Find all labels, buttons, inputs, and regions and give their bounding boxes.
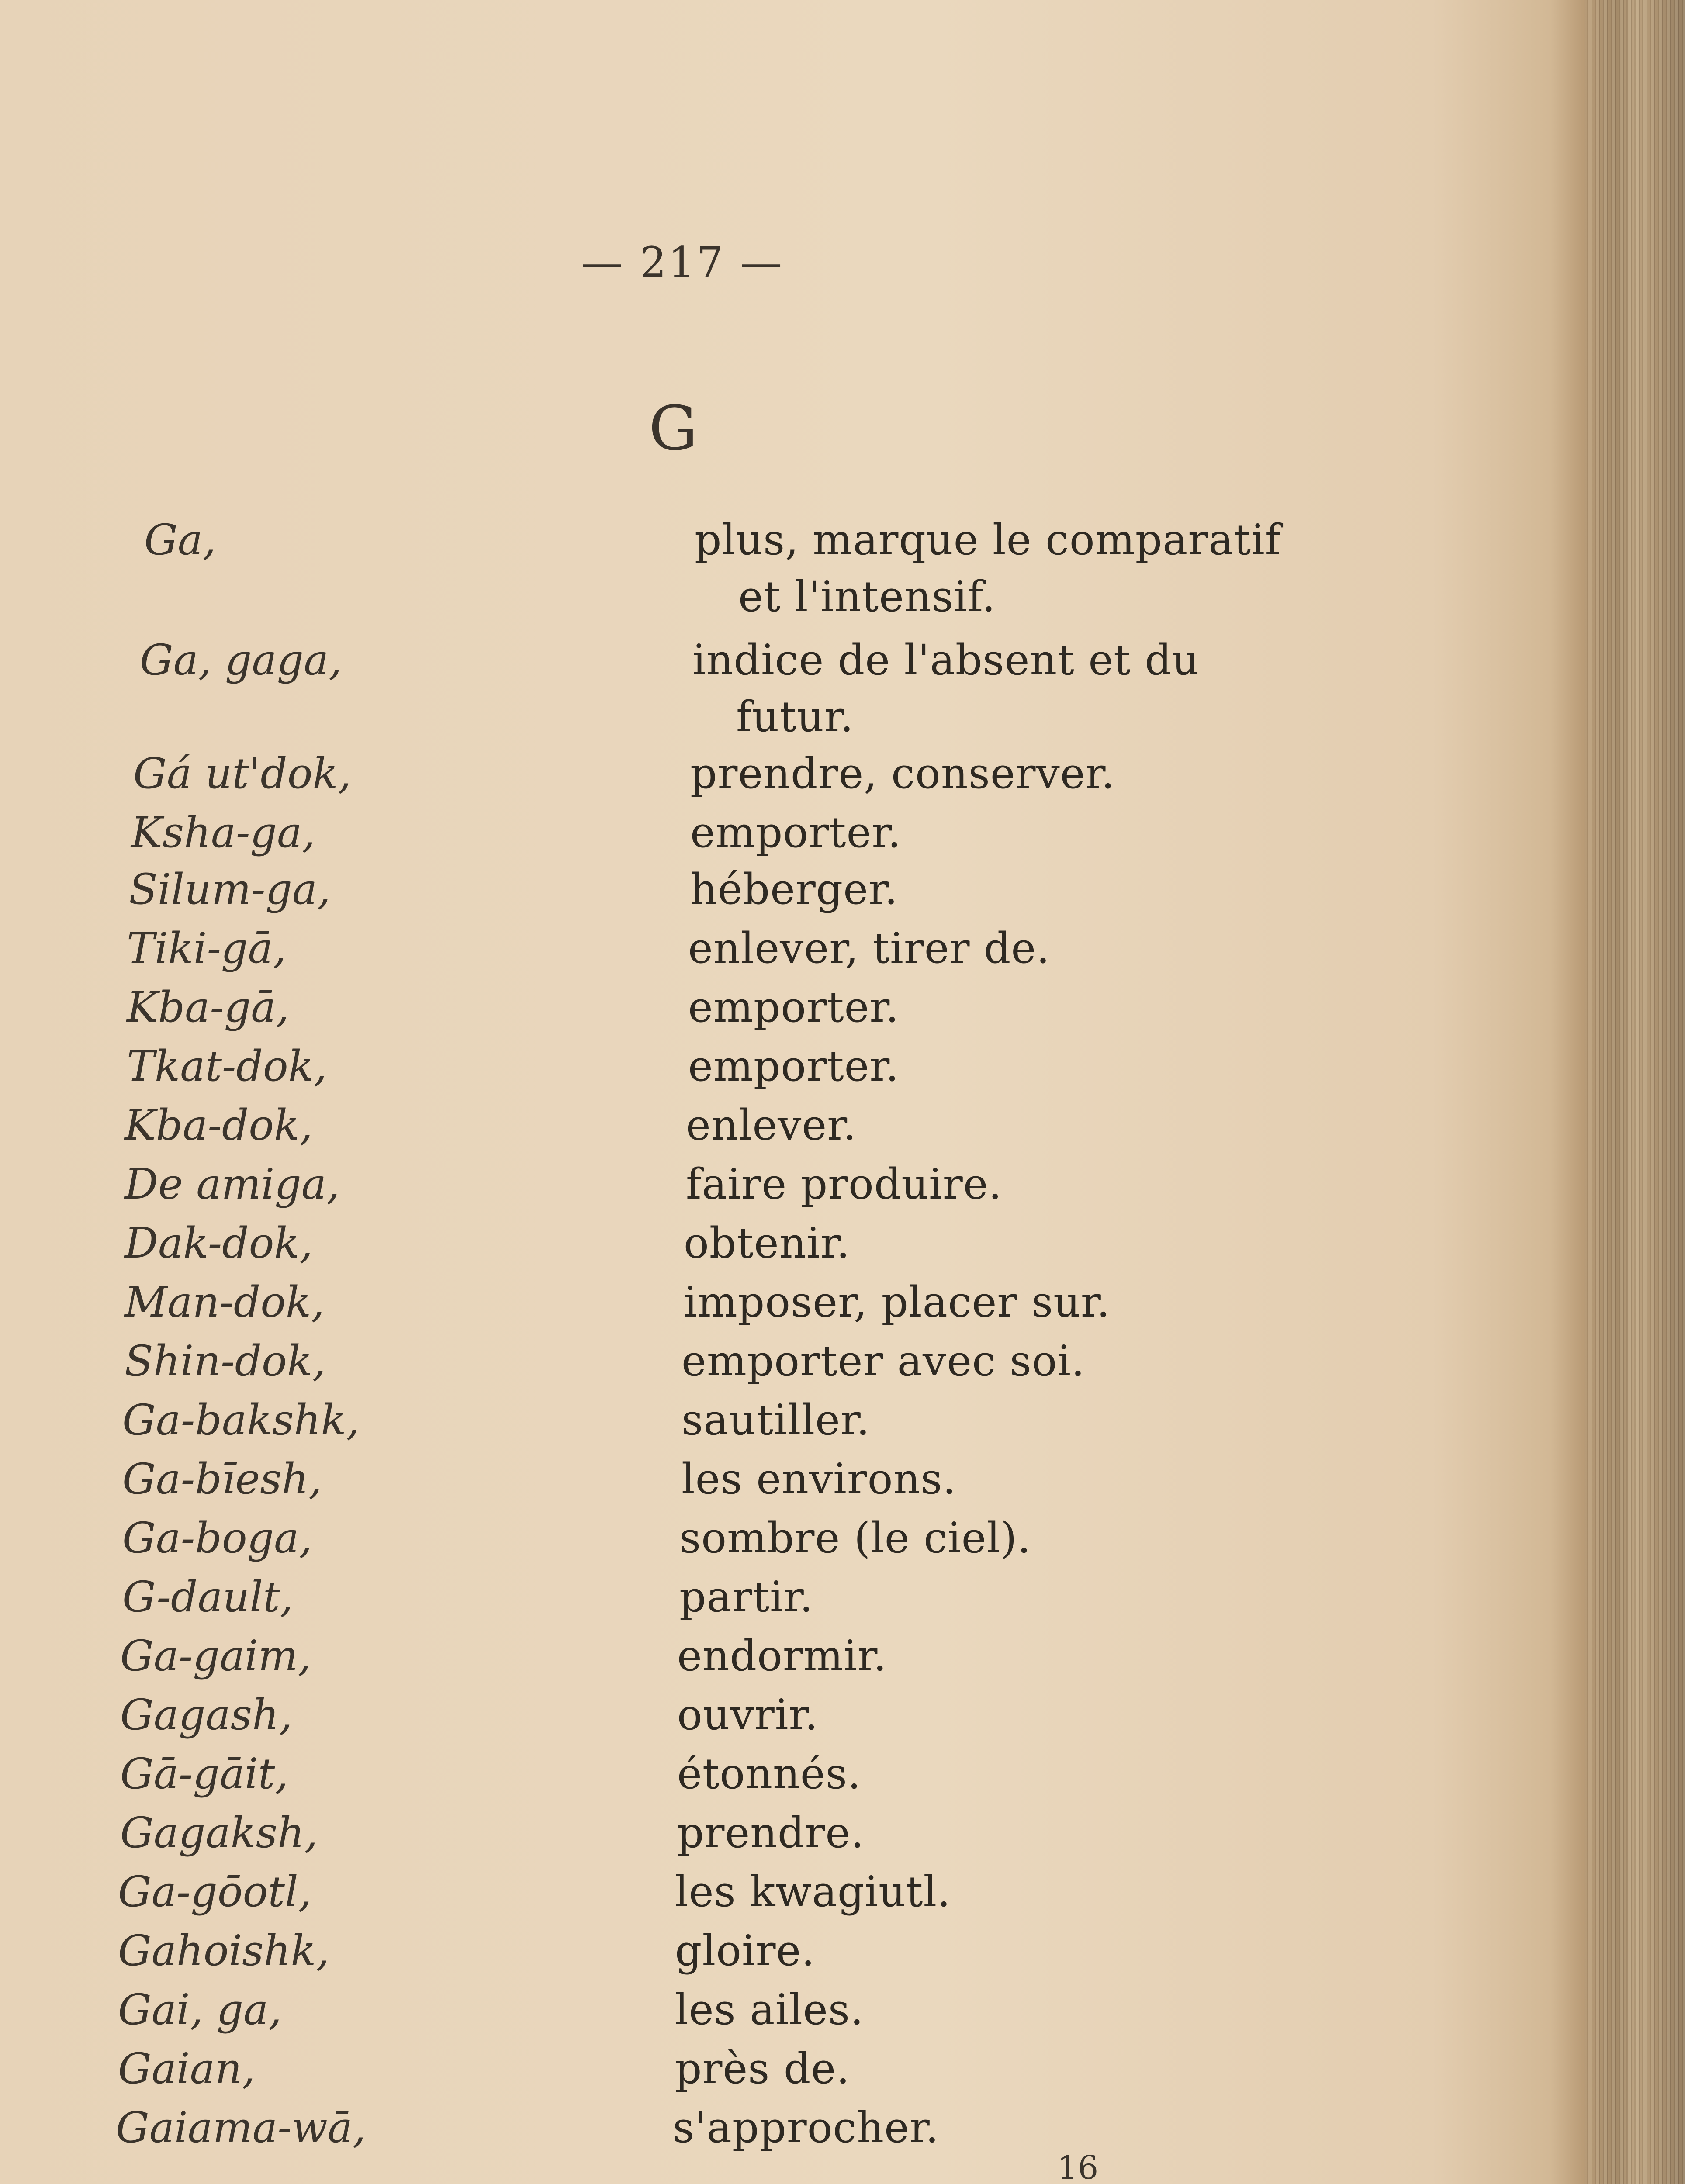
- section-letter: G: [649, 393, 698, 464]
- entry-definition: plus, marque le comparatif: [695, 515, 1281, 564]
- entry-definition: les kwagiutl.: [675, 1867, 951, 1916]
- entry-term: Gagash,: [120, 1690, 293, 1739]
- book-spine-edge: [1585, 0, 1685, 2184]
- page-number: — 217 —: [581, 238, 784, 287]
- entry-term: De amiga,: [125, 1160, 340, 1209]
- entry-definition: endormir.: [677, 1631, 887, 1680]
- entry-definition: s'approcher.: [673, 2103, 939, 2152]
- entry-term: Ga, gaga,: [140, 636, 342, 684]
- entry-definition: emporter.: [688, 1042, 900, 1091]
- entry-definition: prendre.: [677, 1808, 865, 1857]
- entry-definition-continued: et l'intensif.: [738, 572, 996, 621]
- entry-term: Gaian,: [118, 2044, 256, 2093]
- entry-term: Tiki-gā,: [127, 924, 287, 973]
- entry-term: Tkat-dok,: [127, 1042, 327, 1091]
- entry-term: Ga-boga,: [122, 1514, 312, 1562]
- entry-definition: enlever.: [686, 1101, 857, 1150]
- entry-definition: les ailes.: [675, 1985, 864, 2034]
- entry-definition: emporter avec soi.: [682, 1337, 1085, 1386]
- signature-mark: 16: [1057, 2149, 1099, 2184]
- entry-term: Kba-gā,: [127, 983, 290, 1032]
- entry-definition-continued: futur.: [736, 692, 854, 741]
- entry-term: Gagaksh,: [120, 1808, 318, 1857]
- entry-definition: prendre, conserver.: [690, 749, 1115, 798]
- entry-term: Kba-dok,: [125, 1101, 313, 1150]
- entry-definition: indice de l'absent et du: [692, 636, 1200, 684]
- entry-term: Gahoishk,: [118, 1926, 330, 1975]
- entry-definition: sautiller.: [682, 1396, 870, 1444]
- entry-definition: faire produire.: [686, 1160, 1003, 1209]
- entry-definition: enlever, tirer de.: [688, 924, 1050, 973]
- entry-definition: les environs.: [682, 1455, 957, 1503]
- entry-definition: sombre (le ciel).: [679, 1514, 1031, 1562]
- entry-term: G-dault,: [122, 1572, 294, 1621]
- entry-definition: imposer, placer sur.: [684, 1278, 1111, 1327]
- entry-term: Gai, ga,: [118, 1985, 282, 2034]
- entry-term: Man-dok,: [125, 1278, 325, 1327]
- entry-term: Ga-bīesh,: [122, 1455, 322, 1503]
- entry-term: Gaiama-wā,: [116, 2103, 366, 2152]
- entry-term: Ksha-ga,: [131, 808, 315, 857]
- entry-term: Ga,: [144, 515, 216, 564]
- entry-definition: héberger.: [690, 865, 898, 914]
- entry-definition: emporter.: [690, 808, 902, 857]
- entry-term: Ga-gaim,: [120, 1631, 311, 1680]
- entry-term: Shin-dok,: [125, 1337, 326, 1386]
- entry-term: Ga-bakshk,: [122, 1396, 360, 1444]
- entry-definition: ouvrir.: [677, 1690, 819, 1739]
- entry-term: Dak-dok,: [125, 1219, 313, 1268]
- entry-definition: près de.: [675, 2044, 850, 2093]
- entry-definition: étonnés.: [677, 1749, 862, 1798]
- entry-definition: obtenir.: [684, 1219, 851, 1268]
- entry-term: Gā-gāit,: [120, 1749, 288, 1798]
- entry-definition: partir.: [679, 1572, 813, 1621]
- entry-term: Silum-ga,: [129, 865, 331, 914]
- entry-definition: gloire.: [675, 1926, 815, 1975]
- entry-definition: emporter.: [688, 983, 900, 1032]
- entry-term: Gá ut'dok,: [133, 749, 352, 798]
- entry-term: Ga-gōotl,: [118, 1867, 312, 1916]
